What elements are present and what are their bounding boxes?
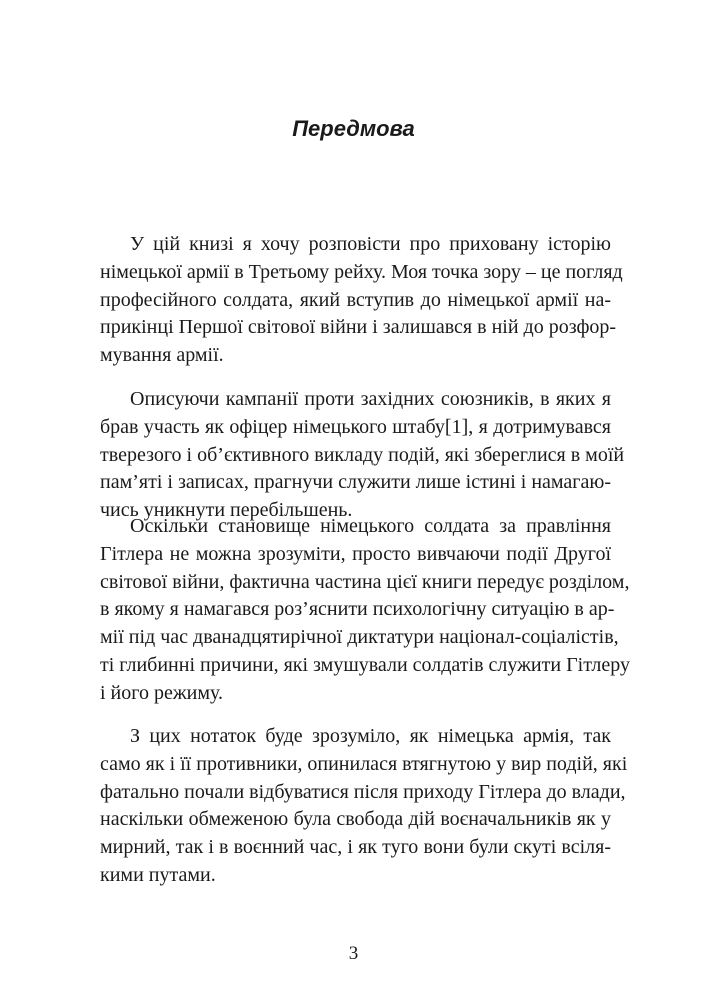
text-line: тверезого і об’єктивного викладу подій, які збереглися в моїй [100, 443, 625, 466]
text-line: З цих нотаток буде зрозуміло, як німецька армія, так [130, 725, 611, 747]
paragraph [100, 231, 623, 370]
text-line: і його режиму. [100, 681, 224, 704]
text-line: кими путами. [100, 863, 216, 886]
paragraph [100, 513, 631, 708]
text-line: пам’яті і записах, прагнучи служити лише істині і намагаю- [100, 471, 611, 494]
text-line: Гітлера не можна зрозуміти, просто вивчаючи події Другої [100, 542, 611, 565]
paragraph [100, 386, 625, 525]
text-line: в якому я намагався роз’яснити психологічну ситуацію в ар- [100, 598, 615, 621]
paragraph [100, 723, 628, 890]
text-line: Описуючи кампанії проти західних союзників, в яких я [130, 388, 611, 410]
text-line: професійного солдата, який вступив до німецької армії на- [100, 288, 611, 311]
text-line: ті глибинні причини, які змушували солдатів служити Гітлеру [100, 653, 631, 676]
page-title: Передмова [292, 116, 415, 141]
text-line: фатально почали відбуватися після приходу Гітлера до влади, [100, 780, 626, 803]
text-line: мирний, так і в воєнний час, і як туго вони були скуті всіля- [100, 836, 611, 859]
text-line: світової війни, фактична частина цієї книги передує розділом, [100, 570, 630, 593]
text-line: мування армії. [100, 344, 224, 367]
text-line: У цій книзі я хочу розповісти про приховану історію [130, 233, 611, 255]
text-line: само як і її противники, опинилася втягнутою у вир подій, які [100, 752, 628, 775]
text-line: німецької армії в Третьому рейху. Моя точка зору – це погляд [100, 260, 623, 283]
text-line: мії під час дванадцятирічної диктатури націонал-соціалістів, [100, 626, 619, 649]
text-line: наскільки обмеженою була свобода дій воєначальників як у [100, 808, 611, 831]
text-line: брав участь як офіцер німецького штабу[1], я дотримувався [100, 415, 611, 438]
text-line: прикінці Першої світової війни і залишався в ній до розфор- [100, 316, 617, 339]
text-line: чись уникнути перебільшень. [100, 499, 353, 522]
page-number: 3 [348, 943, 359, 964]
text-line: Оскільки становище німецького солдата за правління [130, 515, 611, 537]
